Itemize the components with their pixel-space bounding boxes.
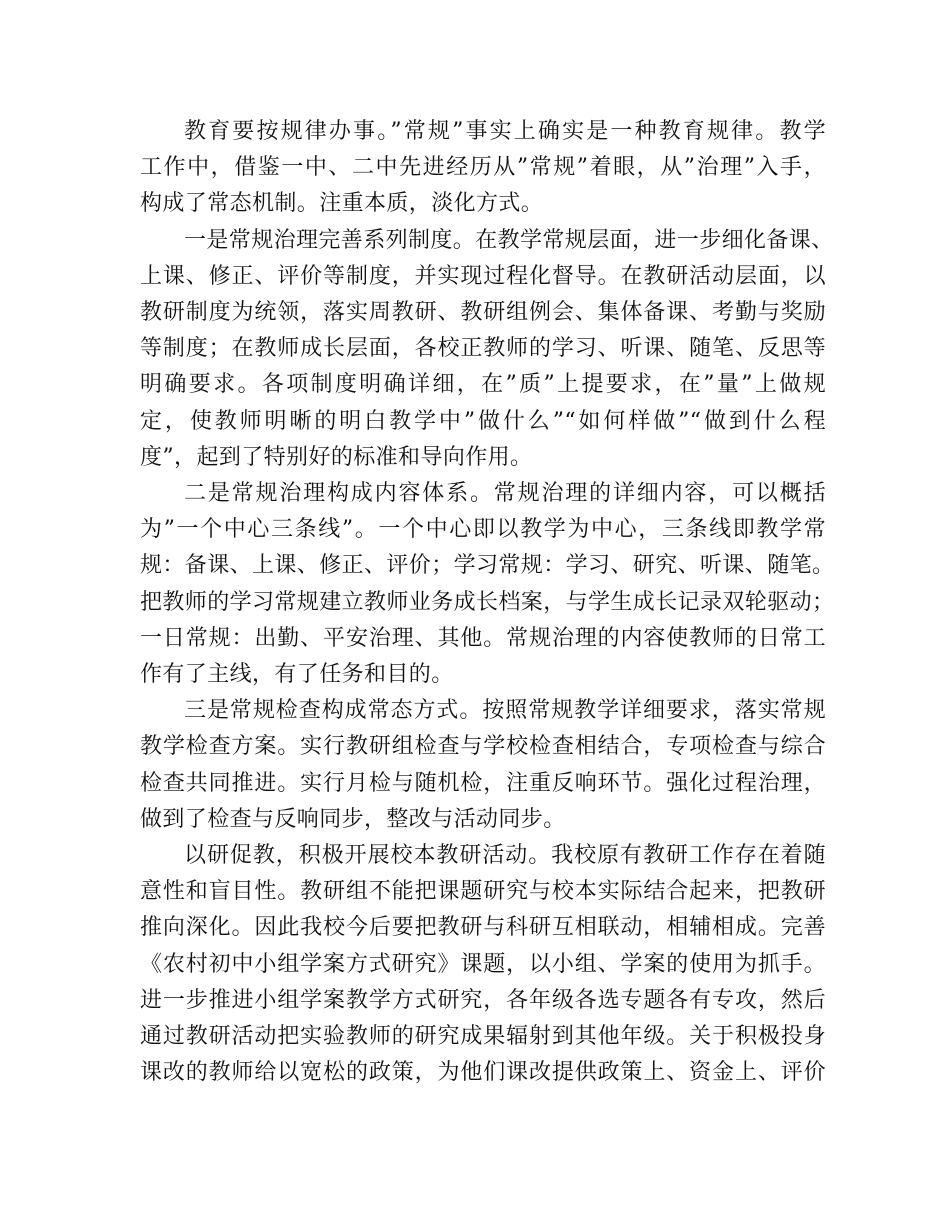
text-line: 作有了主线，有了任务和目的。 — [140, 662, 454, 688]
text-line: 工作中，借鉴一中、二中先进经历从”常规”着眼，从”治理”入手， — [140, 155, 826, 181]
text-line: 教育要按规律办事。”常规”事实上确实是一种教育规律。教学 — [184, 119, 826, 144]
text-line: 等制度；在教师成长层面，各校正教师的学习、听课、随笔、反思等 — [140, 336, 826, 362]
text-line: 进一步推进小组学案教学方式研究，各年级各选专题各有专攻，然后 — [140, 987, 826, 1013]
paragraph-3 — [140, 476, 835, 693]
text-line: 度”，起到了特别好的标准和导向作用。 — [140, 444, 533, 470]
paragraph-4 — [140, 693, 826, 838]
text-line: 课改的教师给以宽松的政策，为他们课改提供政策上、资金上、评价 — [140, 1060, 826, 1086]
text-line: 检查共同推进。实行月检与随机检，注重反响环节。强化过程治理， — [140, 770, 826, 796]
paragraph-2 — [140, 223, 834, 476]
text-line: 上课、修正、评价等制度，并实现过程化督导。在教研活动层面，以 — [140, 263, 826, 289]
text-line: 三是常规检查构成常态方式。按照常规教学详细要求，落实常规 — [184, 698, 826, 724]
text-line: 定，使教师明晰的明白教学中”做什么”“如何样做”“做到什么程 — [140, 408, 826, 434]
text-line: 教学检查方案。实行教研组检查与学校检查相结合，专项检查与综合 — [140, 734, 826, 760]
text-line: 《农村初中小组学案方式研究》课题，以小组、学案的使用为抓手。 — [140, 951, 826, 977]
text-line: 为”一个中心三条线”。一个中心即以教学为中心，三条线即教学常 — [140, 517, 826, 543]
text-line: 明确要求。各项制度明确详细，在”质”上提要求，在”量”上做规 — [140, 372, 826, 398]
paragraph-5 — [140, 838, 826, 1091]
text-line: 规：备课、上课、修正、评价；学习常规：学习、研究、听课、随笔。 — [140, 553, 835, 579]
text-line: 做到了检查与反响同步，整改与活动同步。 — [140, 806, 566, 832]
text-line: 意性和盲目性。教研组不能把课题研究与校本实际结合起来，把教研 — [140, 879, 826, 905]
text-line: 推向深化。因此我校今后要把教研与科研互相联动，相辅相成。完善 — [140, 915, 826, 941]
text-line: 构成了常态机制。注重本质，淡化方式。 — [140, 191, 544, 217]
text-line: 二是常规治理构成内容体系。常规治理的详细内容，可以概括 — [184, 481, 826, 507]
text-line: 以研促教，积极开展校本教研活动。我校原有教研工作存在着随 — [184, 843, 826, 869]
paragraph-1 — [140, 114, 826, 223]
document-body — [140, 114, 835, 1091]
text-line: 把教师的学习常规建立教师业务成长档案，与学生成长记录双轮驱动； — [140, 589, 835, 615]
text-line: 教研制度为统领，落实周教研、教研组例会、集体备课、考勤与奖励 — [140, 300, 826, 326]
text-line: 一是常规治理完善系列制度。在教学常规层面，进一步细化备课、 — [184, 227, 834, 253]
text-line: 一日常规：出勤、平安治理、其他。常规治理的内容使教师的日常工 — [140, 625, 826, 651]
text-line: 通过教研活动把实验教师的研究成果辐射到其他年级。关于积极投身 — [140, 1024, 826, 1050]
